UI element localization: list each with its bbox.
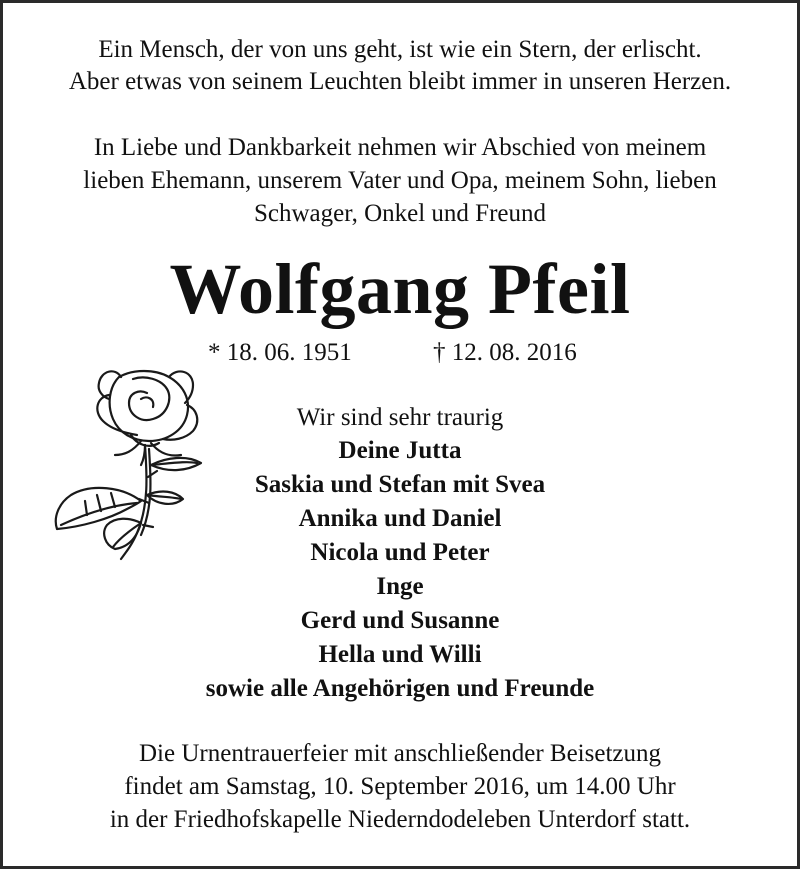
mourner-name: Gerd und Susanne <box>300 607 500 634</box>
mourners-heading: Wir sind sehr traurig <box>296 404 504 431</box>
mourner-name: Inge <box>376 573 424 600</box>
quote-line-1: Ein Mensch, der von uns geht, ist wie ein Stern, der erlischt. <box>98 36 702 63</box>
intro-line-1: In Liebe und Dankbarkeit nehmen wir Abschied von meinem <box>93 134 707 161</box>
mourner-name: Hella und Willi <box>318 641 482 668</box>
mourner-name: Nicola und Peter <box>310 539 490 566</box>
mourner-name: Annika und Daniel <box>298 505 502 532</box>
mourner-name: Deine Jutta <box>338 437 462 464</box>
deceased-name: Wolfgang Pfeil <box>169 249 631 329</box>
ceremony-line-2: findet am Samstag, 10. September 2016, um 14.00 Uhr <box>124 773 676 800</box>
ceremony-line-1: Die Urnentrauerfeier mit anschließender Beisetzung <box>139 740 661 767</box>
intro-line-3: Schwager, Onkel und Freund <box>254 200 546 227</box>
mourners-closing: sowie alle Angehörigen und Freunde <box>205 675 595 702</box>
birth-date: * 18. 06. 1951 <box>208 339 352 366</box>
mourner-name: Saskia und Stefan mit Svea <box>254 471 546 498</box>
intro-line-2: lieben Ehemann, unserem Vater und Opa, meinem Sohn, lieben <box>83 167 717 194</box>
quote-line-2: Aber etwas von seinem Leuchten bleibt immer in unseren Herzen. <box>68 68 732 95</box>
ceremony-line-3: in der Friedhofskapelle Niederndodeleben Unterdorf statt. <box>109 806 691 833</box>
death-date: † 12. 08. 2016 <box>433 339 577 366</box>
